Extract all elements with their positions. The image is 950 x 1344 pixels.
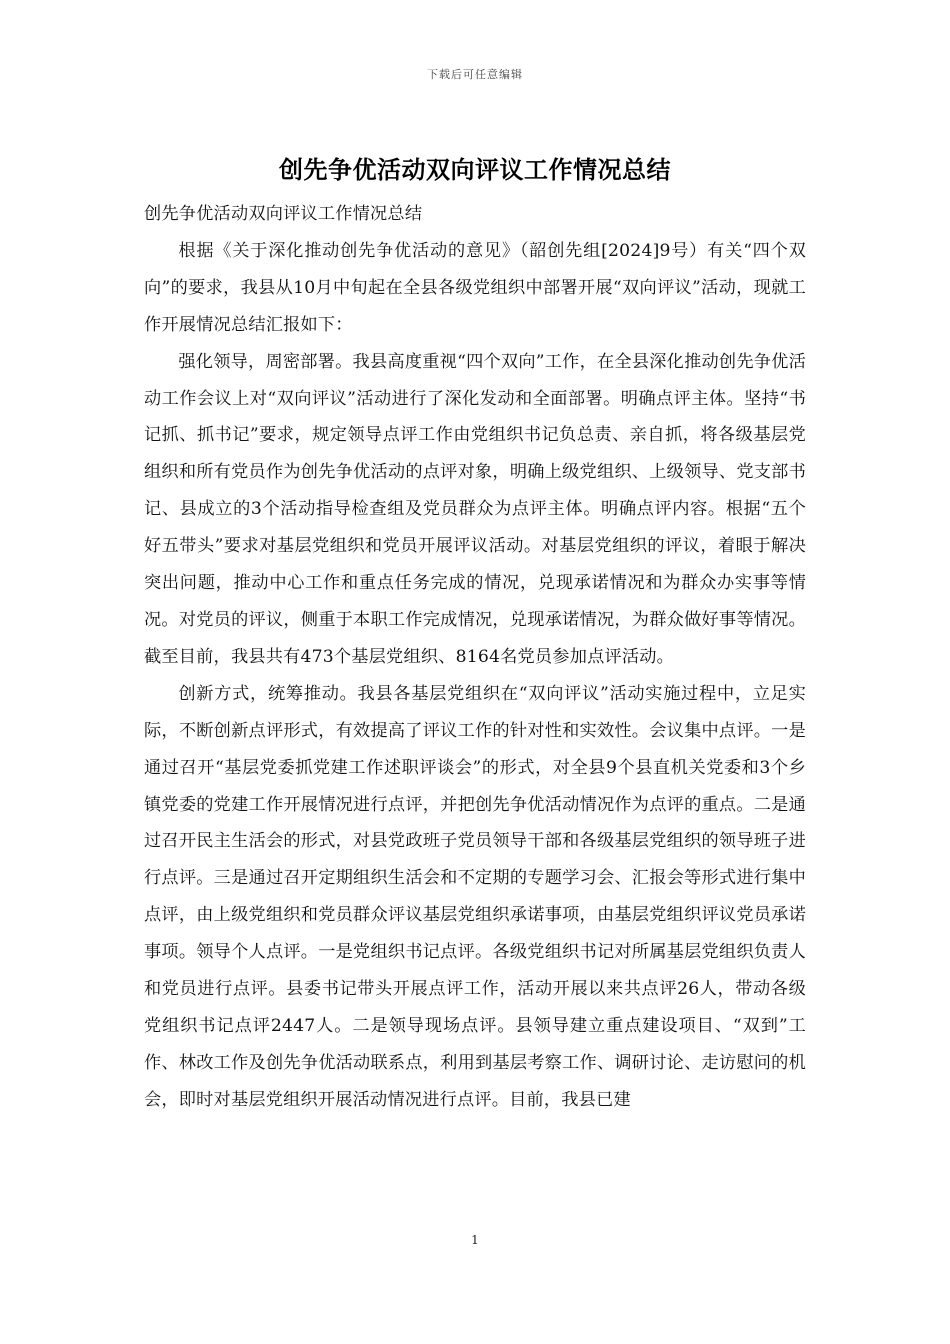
paragraph-intro: 根据《关于深化推动创先争优活动的意见》（韶创先组[2024]9号）有关“四个双向”的要求，我县从10月中旬起在全县各级党组织中部署开展“双向评议”活动，现就工作开展情况总结汇报如下： — [144, 240, 806, 335]
header-note: 下载后可任意编辑 — [427, 68, 523, 81]
page-number: 1 — [471, 1233, 479, 1247]
document-subtitle: 创先争优活动双向评议工作情况总结 — [144, 204, 423, 224]
paragraph-leadership: 强化领导，周密部署。我县高度重视“四个双向”工作，在全县深化推动创先争优活动工作会议上对“双向评议”活动进行了深化发动和全面部署。明确点评主体。坚持“书记抓、抓书记”要求，规定领导点评工作由党组织书记负总责、亲自抓，将各级基层党组织和所有党员作为创先争优活动的点评对象，明确上级党组织、上级领导、党支部书记、县成立的3个活动指导检查组及党员群众为点评主体。明确点评内容。根据“五个好五带头”要求对基层党组织和党员开展评议活动。对基层党组织的评议，着眼于解决突出问题，推动中心工作和重点任务完成的情况，兑现承诺情况和为群众办实事等情况。对党员的评议，侧重于本职工作完成情况，兑现承诺情况，为群众做好事等情况。截至目前，我县共有473个基层党组织、8164名党员参加点评活动。 — [144, 351, 806, 667]
document-title: 创先争优活动双向评议工作情况总结 — [279, 155, 671, 184]
document-body — [144, 196, 806, 1119]
paragraph-innovation: 创新方式，统筹推动。我县各基层党组织在“双向评议”活动实施过程中，立足实际，不断创新点评形式，有效提高了评议工作的针对性和实效性。会议集中点评。一是通过召开“基层党委抓党建工作述职评谈会”的形式，对全县9个县直机关党委和3个乡镇党委的党建工作开展情况进行点评，并把创先争优活动情况作为点评的重点。二是通过召开民主生活会的形式，对县党政班子党员领导干部和各级基层党组织的领导班子进行点评。三是通过召开定期组织生活会和不定期的专题学习会、汇报会等形式进行集中点评，由上级党组织和党员群众评议基层党组织承诺事项，由基层党组织评议党员承诺事项。领导个人点评。一是党组织书记点评。各级党组织书记对所属基层党组织负责人和党员进行点评。县委书记带头开展点评工作，活动开展以来共点评26人，带动各级党组织书记点评2447人。二是领导现场点评。县领导建立重点建设项目、“双到”工作、林改工作及创先争优活动联系点，利用到基层考察工作、调研讨论、走访慰问的机会，即时对基层党组织开展活动情况进行点评。目前，我县已建 — [144, 683, 806, 1110]
